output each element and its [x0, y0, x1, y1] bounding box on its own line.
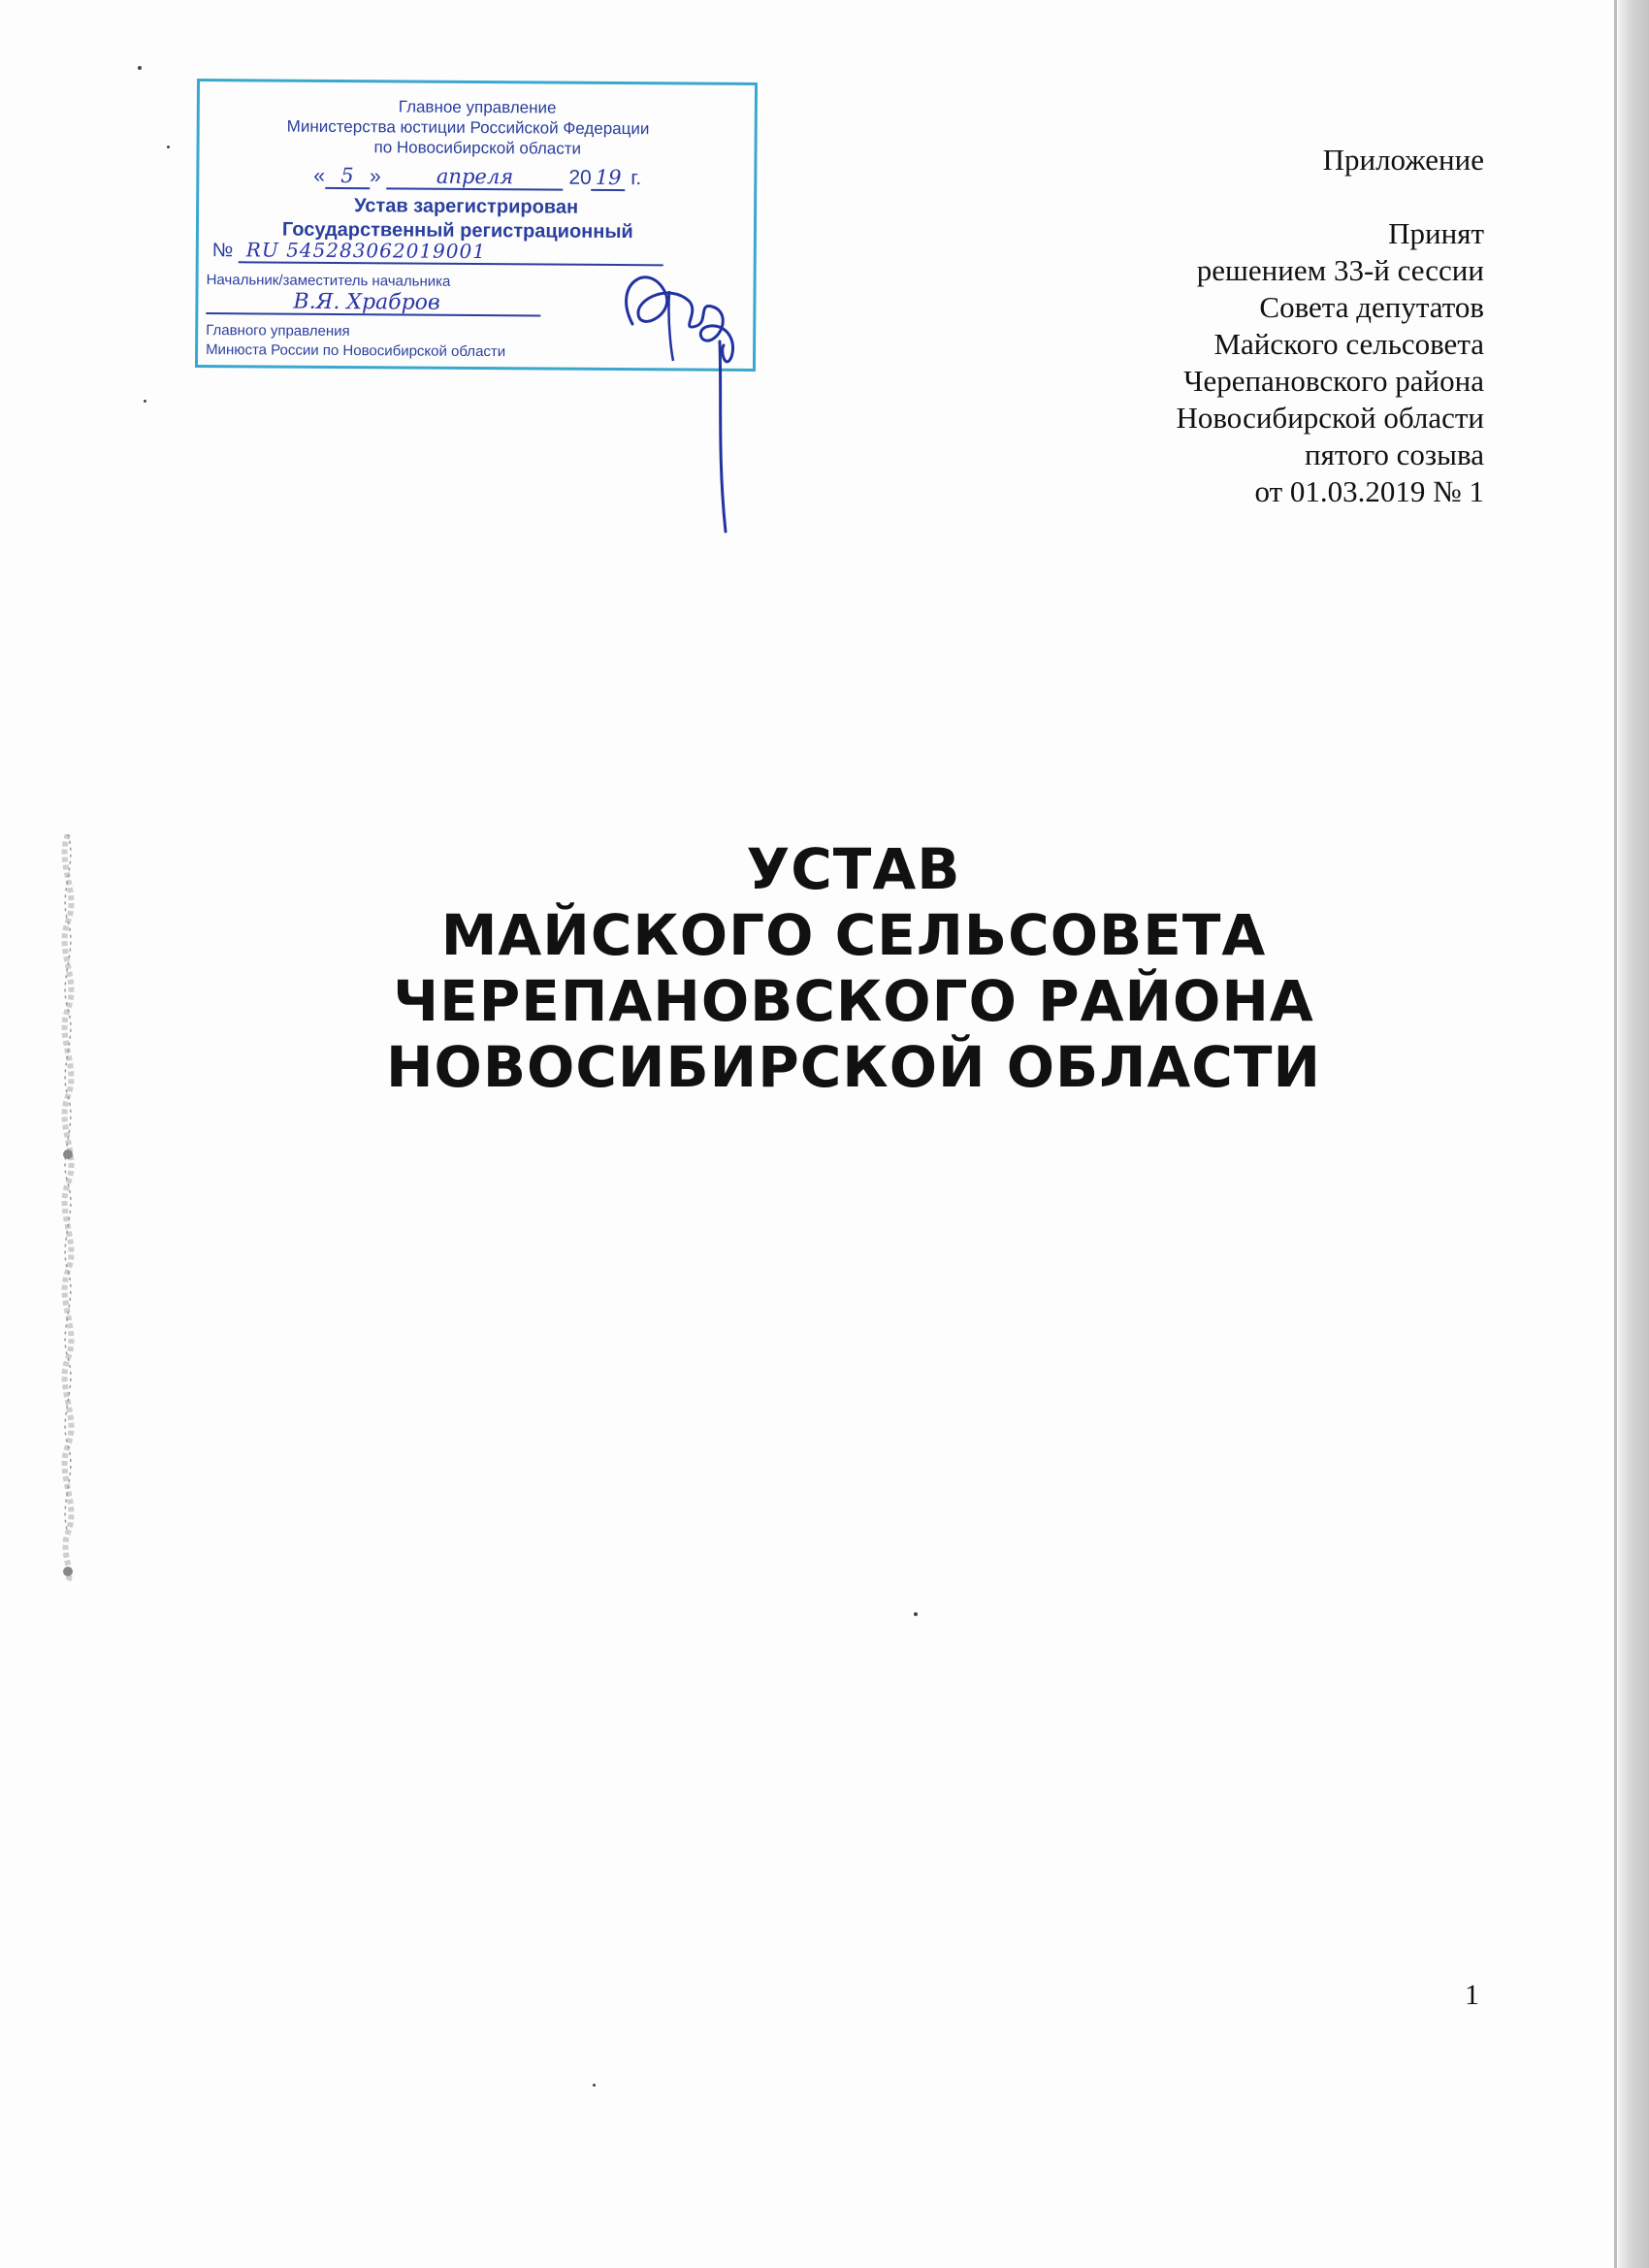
stamp-chief-signature: В.Я. Храбров	[206, 289, 540, 316]
stamp-date-year-unit: г.	[630, 167, 642, 190]
approval-line: пятого созыва	[1304, 437, 1484, 471]
approval-line: Новосибирской области	[1176, 401, 1484, 435]
stamp-date-open-quote: «	[313, 164, 326, 187]
approval-line: Майского сельсовета	[1213, 327, 1484, 361]
handwritten-signature	[611, 264, 757, 535]
page-number: 1	[1465, 1979, 1479, 2011]
binding-thread	[48, 834, 87, 1581]
stamp-registered: Устав зарегистрирован	[354, 195, 579, 218]
appendix-label: Приложение	[1322, 143, 1484, 177]
scan-speck	[138, 66, 142, 70]
stamp-line-3: по Новосибирской области	[373, 138, 582, 158]
approval-line: Совета депутатов	[1259, 290, 1484, 324]
stamp-number-value: RU 545283062019001	[239, 238, 663, 266]
document-title	[369, 836, 1339, 1100]
scan-speck	[914, 1612, 918, 1616]
title-line: МАЙСКОГО СЕЛЬСОВЕТА	[440, 902, 1267, 968]
stamp-number-row	[212, 238, 663, 266]
scan-edge-shadow	[1618, 0, 1649, 2268]
stamp-line-2: Министерства юстиции Российской Федерации	[286, 116, 650, 139]
stamp-chief-label: Начальник/заместитель начальника	[206, 272, 451, 290]
approval-line: решением 33-й сессии	[1196, 253, 1484, 287]
title-line: ЧЕРЕПАНОВСКОГО РАЙОНА	[393, 968, 1314, 1034]
title-line: УСТАВ	[746, 836, 961, 902]
scan-speck	[167, 146, 170, 148]
scan-speck	[144, 400, 146, 403]
stamp-date-year-suffix: 19	[592, 166, 626, 191]
approval-block	[1176, 142, 1484, 510]
approval-line: Черепановского района	[1183, 364, 1484, 398]
stamp-dept-line-2: Минюста России по Новосибирской области	[206, 341, 506, 361]
stamp-date-day: 5	[325, 164, 370, 189]
stamp-state-registration: Государственный регистрационный	[281, 218, 633, 243]
scan-edge-line	[1614, 0, 1617, 2268]
stamp-date-close-quote: »	[369, 165, 381, 188]
stamp-number-label: №	[211, 240, 234, 262]
stamp-line-1: Главное управление	[398, 97, 557, 117]
title-line: НОВОСИБИРСКОЙ ОБЛАСТИ	[386, 1034, 1321, 1100]
stamp-date-row	[313, 164, 641, 191]
approval-line: от 01.03.2019 № 1	[1254, 474, 1484, 508]
stamp-dept-line-1: Главного управления	[206, 322, 350, 340]
scan-speck	[593, 2084, 596, 2087]
approval-line: Принят	[1388, 216, 1484, 250]
stamp-date-year-prefix: 20	[568, 166, 592, 189]
stamp-date-month: апреля	[386, 164, 563, 190]
